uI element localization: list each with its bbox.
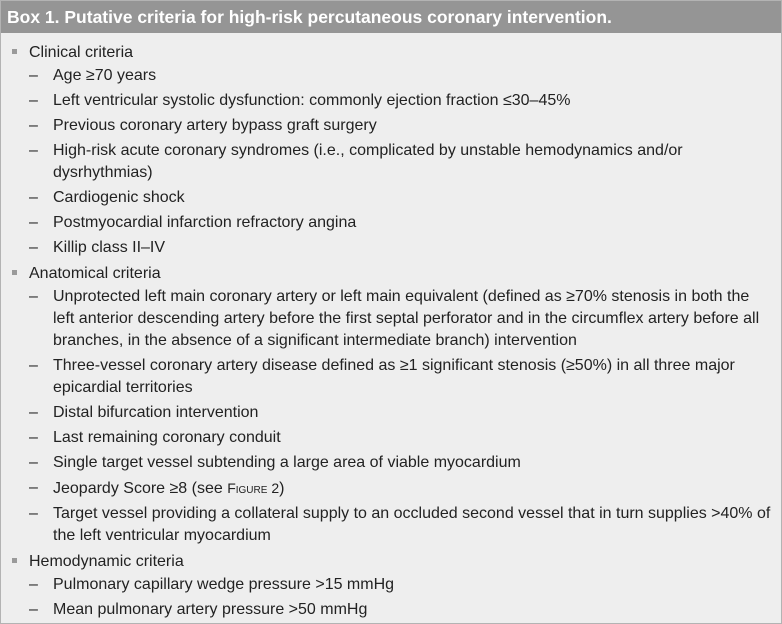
list-item-text: Left ventricular systolic dysfunction: commonly ejection fraction ≤30–45%: [53, 92, 571, 109]
dash-bullet: –: [29, 142, 38, 159]
square-bullet-icon: [12, 49, 17, 54]
list-item-text: Single target vessel subtending a large area of viable myocardium: [53, 454, 521, 471]
list-item: [1, 212, 781, 234]
list-item: [1, 115, 781, 137]
box-title: Box 1. Putative criteria for high-risk percutaneous coronary intervention.: [1, 1, 781, 33]
dash-bullet: –: [29, 67, 38, 84]
list-item: [1, 599, 781, 621]
list-item-text: Previous coronary artery bypass graft surgery: [53, 117, 377, 134]
list-item-text: Cardiogenic shock: [53, 189, 185, 206]
list-item-text: Distal bifurcation intervention: [53, 404, 259, 421]
list-item: [1, 402, 781, 424]
criteria-section: [1, 262, 781, 547]
dash-bullet: –: [29, 429, 38, 446]
list-item: [1, 574, 781, 596]
section-title: [1, 41, 781, 65]
list-item-text: Killip class II–IV: [53, 239, 166, 256]
list-item: [1, 452, 781, 474]
dash-bullet: –: [29, 189, 38, 206]
list-item-text: Pulmonary capillary wedge pressure >15 mmHg: [53, 576, 395, 593]
list-item-text: Target vessel providing a collateral supply to an occluded second vessel that in turn supplies >40% of the left ventricular myocardium: [53, 505, 771, 544]
square-bullet-icon: [12, 270, 17, 275]
list-item-text: Three-vessel coronary artery disease defined as ≥1 significant stenosis (≥50%) in all three major epicardial territories: [53, 357, 735, 396]
list-item-text: Jeopardy Score ≥8 (see: [53, 480, 228, 497]
dash-bullet: –: [29, 239, 38, 256]
section-title-text: Hemodynamic criteria: [29, 553, 184, 570]
figure-reference-link[interactable]: Figure 2: [227, 480, 280, 496]
dash-bullet: –: [29, 479, 38, 496]
dash-bullet: –: [29, 357, 38, 374]
square-bullet-icon: [12, 558, 17, 563]
list-item: [1, 503, 781, 547]
criteria-section: [1, 41, 781, 259]
list-item: [1, 355, 781, 399]
list-item-text: Age ≥70 years: [53, 67, 157, 84]
list-item: [1, 187, 781, 209]
list-item: [1, 427, 781, 449]
dash-bullet: –: [29, 505, 38, 522]
dash-bullet: –: [29, 117, 38, 134]
section-title-text: Anatomical criteria: [29, 265, 161, 282]
list-item-text: Mean pulmonary artery pressure >50 mmHg: [53, 601, 368, 618]
section-title: [1, 262, 781, 286]
list-item: [1, 237, 781, 259]
list-item: [1, 140, 781, 184]
dash-bullet: –: [29, 92, 38, 109]
dash-bullet: –: [29, 576, 38, 593]
dash-bullet: –: [29, 454, 38, 471]
list-item: [1, 90, 781, 112]
list-item-text: Unprotected left main coronary artery or left main equivalent (defined as ≥70% stenosis in both the left anterior descending artery before the first septal perforator and in the circumflex artery before all branches, in the absence of a significant intermediate branch) intervention: [53, 288, 760, 349]
criteria-section: [1, 550, 781, 621]
section-title-text: Clinical criteria: [29, 44, 134, 61]
list-item: [1, 477, 781, 500]
list-item-text: Last remaining coronary conduit: [53, 429, 281, 446]
box-content: [1, 33, 781, 621]
list-item-text: Postmyocardial infarction refractory angina: [53, 214, 357, 231]
dash-bullet: –: [29, 214, 38, 231]
dash-bullet: –: [29, 404, 38, 421]
list-item: [1, 65, 781, 87]
list-item-text: ): [279, 480, 285, 497]
dash-bullet: –: [29, 601, 38, 618]
list-item-text: High-risk acute coronary syndromes (i.e., complicated by unstable hemodynamics and/or dysrhythmias): [53, 142, 683, 181]
section-title: [1, 550, 781, 574]
dash-bullet: –: [29, 288, 38, 305]
list-item: [1, 286, 781, 352]
